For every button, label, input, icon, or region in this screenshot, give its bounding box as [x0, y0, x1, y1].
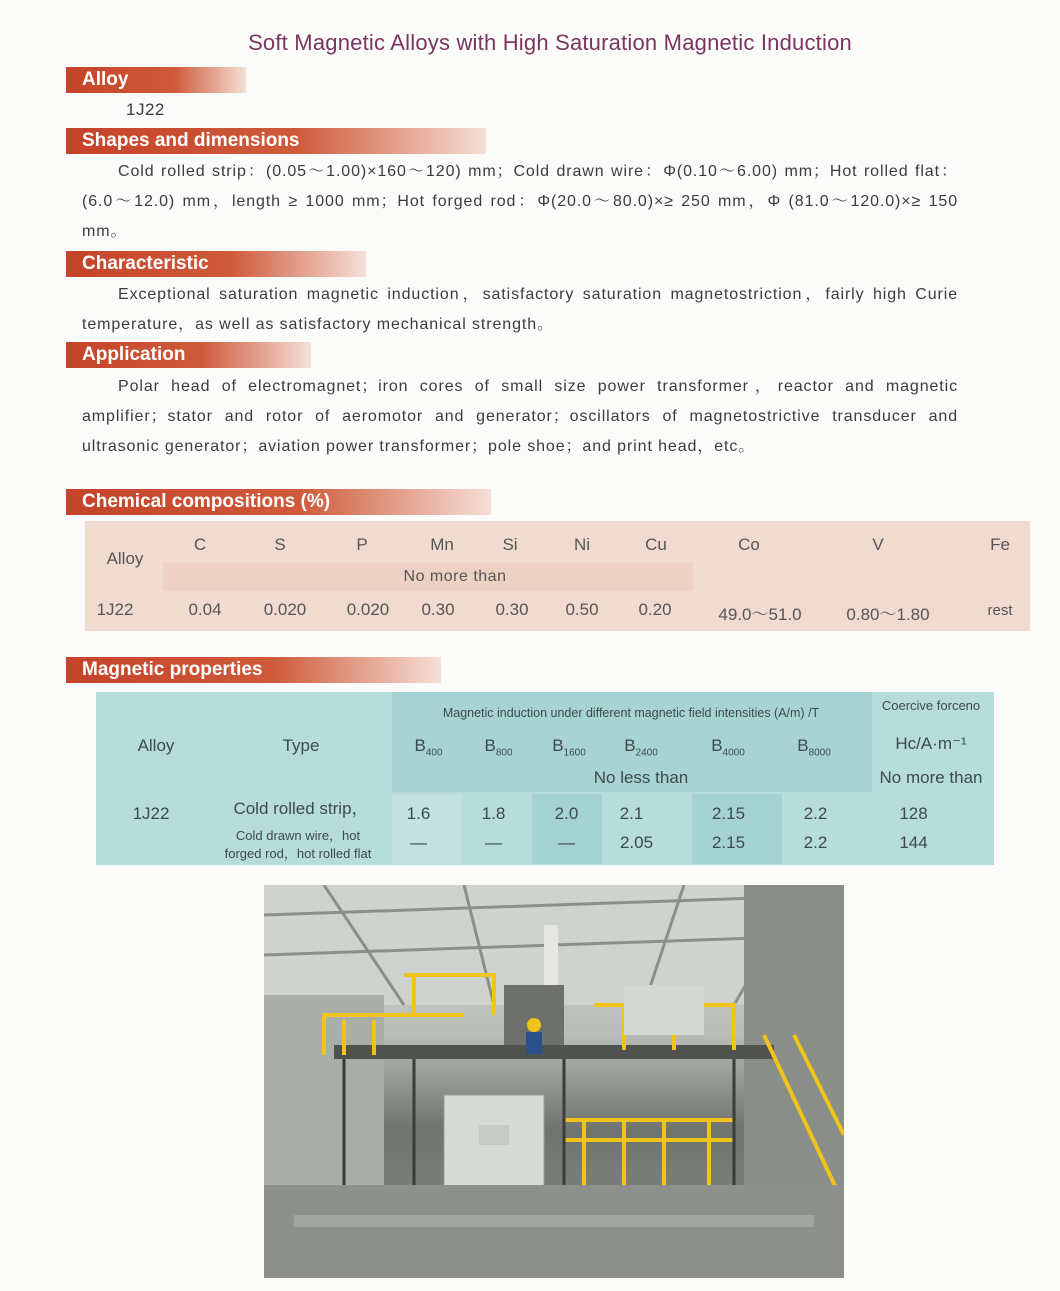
chem-element-mn: Mn [430, 535, 454, 554]
mag-row2-b800: — [485, 833, 502, 852]
mag-b4000-label: $B_{4000}$ [711, 736, 745, 759]
mag-b800-label: $B_{800}$ [484, 736, 513, 759]
section-heading-chemical: Chemical compositions (%) [66, 489, 491, 515]
mag-row1-b4000: 2.15 [711, 804, 746, 823]
chem-value-ni: 0.50 [565, 600, 599, 619]
mag-row2-b2400: 2.05 [619, 833, 654, 852]
chemical-table [85, 521, 1030, 631]
chem-element-fe: Fe [990, 535, 1010, 554]
shapes-text: Cold rolled strip：(0.05～1.00)×160～120) mm；Cold drawn wire：Φ(0.10～6.00) mm；Hot rolled flat：(6.0～12.0) mm，length ≥ 1000 mm；Hot forged rod：Φ(20.0～80.0)×≥ 250 mm，Φ (81.0～120.0)×≥ 150 mm。 [82, 163, 958, 240]
mag-no-less: No less than [593, 768, 689, 787]
chem-element-co: Co [738, 535, 760, 554]
alloy-value: 1J22 [126, 100, 165, 119]
chem-row-alloy: 1J22 [96, 600, 134, 619]
characteristic-text: Exceptional saturation magnetic induction，satisfactory saturation magnetostriction，fairly high Curie temperature，as well as satisfactory mechanical strength。 [82, 286, 958, 333]
application-text: Polar head of electromagnet；iron cores of small size power transformer，reactor and magnetic amplifier；stator and rotor of aeromotor and generator；oscillators of magnetostrictive transducer and ultrasonic generator；aviation power transformer；pole shoe；and print head，etc。 [82, 378, 958, 455]
mag-row1-b800: 1.8 [481, 804, 506, 823]
chem-element-cu: Cu [645, 535, 667, 554]
mag-b2400-label: $B_{2400}$ [624, 736, 658, 759]
mag-row2-coercive: 144 [899, 833, 928, 852]
chem-value-c: 0.04 [188, 600, 222, 619]
mag-row2-type-line2: forged rod，hot rolled flat [224, 846, 372, 861]
mag-row1-b2400: 2.1 [619, 804, 644, 823]
mag-induction-header: Magnetic induction under different magnetic field intensities (A/m) /T [442, 706, 820, 720]
chem-element-ni: Ni [573, 535, 591, 554]
factory-photo [264, 885, 844, 1278]
mag-row-alloy: 1J22 [132, 804, 170, 823]
mag-alloy-header: Alloy [137, 736, 175, 755]
chem-value-p: 0.020 [346, 600, 390, 619]
chem-value-s: 0.020 [263, 600, 307, 619]
chem-value-cu: 0.20 [638, 600, 672, 619]
chem-value-mn: 0.30 [421, 600, 455, 619]
chem-subheader: No more than [403, 568, 507, 585]
section-heading-shapes: Shapes and dimensions [66, 128, 486, 154]
chem-element-si: Si [502, 535, 518, 554]
mag-row1-b8000: 2.2 [803, 804, 828, 823]
mag-coercive-unit: Hc/A·m⁻¹ [895, 734, 967, 753]
mag-row2-type-line1: Cold drawn wire，hot [235, 828, 361, 843]
mag-row1-type: Cold rolled strip， [233, 799, 369, 818]
mag-row2-b8000: 2.2 [803, 833, 828, 852]
chem-element-p: P [356, 535, 368, 554]
page-title: Soft Magnetic Alloys with High Saturation Magnetic Induction [248, 30, 852, 55]
section-heading-magnetic: Magnetic properties [66, 657, 441, 683]
mag-row2-b1600: — [558, 833, 575, 852]
mag-row1-coercive: 128 [899, 804, 928, 823]
mag-b400-label: $B_{400}$ [414, 736, 443, 759]
section-heading-characteristic: Characteristic [66, 251, 366, 277]
mag-b8000-label: $B_{8000}$ [797, 736, 831, 759]
section-heading-alloy: Alloy [66, 67, 246, 93]
chem-element-s: S [274, 535, 286, 554]
mag-row2-b4000: 2.15 [711, 833, 746, 852]
mag-row2-b400: — [410, 833, 427, 852]
chem-element-v: V [872, 535, 884, 554]
mag-no-more: No more than [879, 768, 983, 787]
chem-value-fe: rest [987, 602, 1013, 619]
mag-coercive-header: Coercive forceno [881, 698, 981, 713]
chem-value-si: 0.30 [495, 600, 529, 619]
section-heading-application: Application [66, 342, 311, 368]
mag-b1600-label: $B_{1600}$ [552, 736, 586, 759]
mag-type-header: Type [282, 736, 320, 755]
chem-value-co: 49.0～51.0 [718, 605, 802, 624]
mag-row1-b1600: 2.0 [554, 804, 579, 823]
mag-row1-b400: 1.6 [406, 804, 431, 823]
chem-value-v: 0.80～1.80 [846, 605, 930, 624]
chem-element-c: C [193, 535, 207, 554]
magnetic-table [96, 692, 994, 865]
chem-alloy-header: Alloy [106, 549, 144, 568]
